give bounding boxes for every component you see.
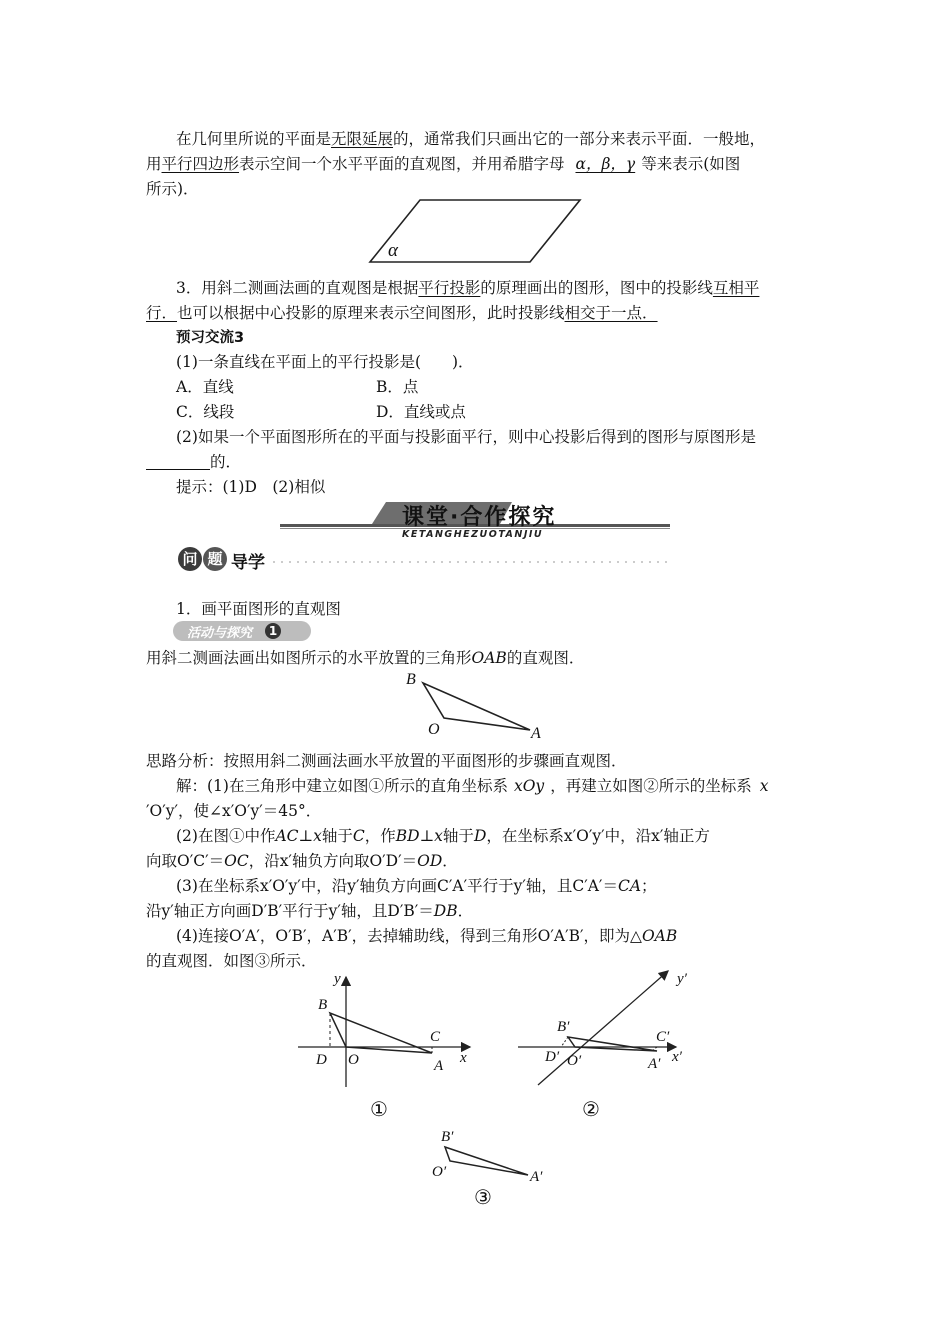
text: 的原理画出的图形，图中的投影线 bbox=[480, 279, 713, 297]
text: 解：(1)在三角形中建立如图①所示的直角坐标系 bbox=[176, 777, 508, 795]
text: (4)连接O′A′，O′B′，A′B′，去掉辅助线，得到三角形O′A′B′，即为△ bbox=[176, 927, 642, 945]
italic-term: OC bbox=[224, 852, 249, 870]
text: ． bbox=[457, 902, 474, 920]
italic-term: x bbox=[434, 827, 443, 845]
italic-term: OAB bbox=[471, 649, 507, 667]
fig2-b: B′ bbox=[557, 1019, 570, 1035]
italic-term: AC bbox=[275, 827, 299, 845]
fig3-o: O′ bbox=[432, 1164, 447, 1180]
underlined-term: 平行四边形 bbox=[161, 155, 240, 173]
italic-term: C bbox=[352, 827, 365, 845]
underlined-greek: α，β，γ bbox=[575, 155, 636, 173]
italic-term: DB bbox=[433, 902, 458, 920]
text: 用 bbox=[146, 155, 162, 173]
fig3-a: A′ bbox=[530, 1169, 543, 1185]
fig2-y: y′ bbox=[677, 971, 687, 987]
italic-term: xOy bbox=[513, 777, 545, 795]
fig1-d: D bbox=[316, 1052, 327, 1068]
fig1-x: x bbox=[460, 1050, 467, 1066]
text: ； bbox=[641, 877, 657, 895]
label-b: B bbox=[406, 671, 416, 688]
label-o: O bbox=[428, 721, 440, 738]
text: 的． bbox=[210, 453, 242, 471]
triangle-final bbox=[445, 1147, 528, 1175]
fig1-y: y bbox=[334, 971, 341, 987]
text: 3．用斜二测画法画的直观图是根据 bbox=[176, 279, 419, 297]
pill-label: 活动与探究 bbox=[187, 626, 253, 641]
fig2-a: A′ bbox=[648, 1056, 661, 1072]
step-4-cont: 的直观图．如图③所示． bbox=[146, 952, 317, 970]
italic-term: x bbox=[759, 777, 769, 795]
question-1: (1)一条直线在平面上的平行投影是( )． bbox=[176, 353, 474, 371]
option-c: C．线段 bbox=[176, 403, 235, 421]
option-b: B．点 bbox=[376, 378, 419, 396]
underlined-term: 互相平 bbox=[712, 279, 760, 297]
text: 的，通常我们只画出它的一部分来表示平面．一般地， bbox=[393, 130, 766, 148]
fig3-b: B′ bbox=[441, 1129, 454, 1145]
banner-title: 课堂·合作探究 bbox=[402, 505, 557, 530]
fig1-a: A bbox=[434, 1058, 444, 1074]
italic-term: OD bbox=[417, 852, 443, 870]
underlined-term: 行． bbox=[146, 304, 178, 322]
text: 向取O′C′＝ bbox=[146, 852, 225, 870]
section-title: 1．画平面图形的直观图 bbox=[176, 600, 341, 618]
step-1-cont: ′O′y′，使∠x′O′y′＝45°． bbox=[146, 802, 322, 820]
text: 等来表示(如图 bbox=[641, 155, 741, 173]
text: ，沿x′轴负方向取O′D′＝ bbox=[248, 852, 418, 870]
text: 沿y′轴正方向画D′B′平行于y′轴，且D′B′＝ bbox=[146, 902, 434, 920]
fig1-number: ① bbox=[370, 1097, 388, 1121]
text: 表示空间一个水平平面的直观图，并用希腊字母 bbox=[239, 155, 565, 173]
text: 在几何里所说的平面是 bbox=[176, 130, 332, 148]
pill-number: 1 bbox=[265, 623, 281, 639]
text: 用斜二测画法画出如图所示的水平放置的三角形 bbox=[146, 649, 472, 667]
fig1-o: O bbox=[348, 1052, 359, 1068]
text: ⊥ bbox=[298, 827, 314, 845]
italic-term: OAB bbox=[641, 927, 678, 945]
text: 轴于 bbox=[321, 827, 353, 845]
alpha-label: α bbox=[388, 240, 398, 261]
fig3-number: ③ bbox=[474, 1185, 492, 1209]
italic-term: CA bbox=[617, 877, 642, 895]
italic-term: x bbox=[313, 827, 322, 845]
question-2: (2)如果一个平面图形所在的平面与投影面平行，则中心投影后得到的图形与原图形是 bbox=[176, 428, 756, 446]
text: ，再建立如图②所示的坐标系 bbox=[550, 777, 752, 795]
italic-term: D bbox=[473, 827, 487, 845]
text: (3)在坐标系x′O′y′中，沿y′轴负方向画C′A′平行于y′轴，且C′A′＝ bbox=[176, 877, 618, 895]
fig2-c: C′ bbox=[656, 1029, 670, 1045]
fig2-d: D′ bbox=[545, 1049, 560, 1065]
text: (2)在图①中作 bbox=[176, 827, 276, 845]
option-d: D．直线或点 bbox=[376, 403, 466, 421]
fig2-number: ② bbox=[582, 1097, 600, 1121]
banner-subtitle: KETANGHEZUOTANJIU bbox=[402, 529, 544, 540]
text: 的直观图． bbox=[506, 649, 585, 667]
italic-term: BD bbox=[395, 827, 420, 845]
guide-badge-1: 问 bbox=[178, 547, 202, 571]
underlined-term: 无限延展 bbox=[331, 130, 394, 148]
underlined-term: 相交于一点． bbox=[564, 304, 658, 322]
intro-line-3: 所示)． bbox=[146, 180, 199, 198]
fig2-x: x′ bbox=[672, 1049, 682, 1065]
text: ⊥ bbox=[419, 827, 435, 845]
hint: 提示：(1)D (2)相似 bbox=[176, 478, 326, 496]
option-a: A．直线 bbox=[176, 378, 234, 396]
guide-badge-2: 题 bbox=[203, 547, 227, 571]
fig1-c: C bbox=[430, 1029, 441, 1045]
preview-heading: 预习交流3 bbox=[176, 330, 245, 346]
text: 也可以根据中心投影的原理来表示空间图形，此时投影线 bbox=[177, 304, 565, 322]
label-a: A bbox=[531, 725, 541, 742]
fig2-o: O′ bbox=[567, 1053, 582, 1069]
analysis: 思路分析：按照用斜二测画法画水平放置的平面图形的步骤画直观图． bbox=[146, 752, 627, 770]
text: ，作 bbox=[364, 827, 396, 845]
guide-title: 导学 bbox=[231, 553, 265, 573]
underlined-term: 平行投影 bbox=[418, 279, 481, 297]
text: ． bbox=[442, 852, 458, 870]
text: ，在坐标系x′O′y′中，沿x′轴正方 bbox=[486, 827, 710, 845]
fig1-b: B bbox=[318, 997, 328, 1013]
text: 轴于 bbox=[442, 827, 474, 845]
